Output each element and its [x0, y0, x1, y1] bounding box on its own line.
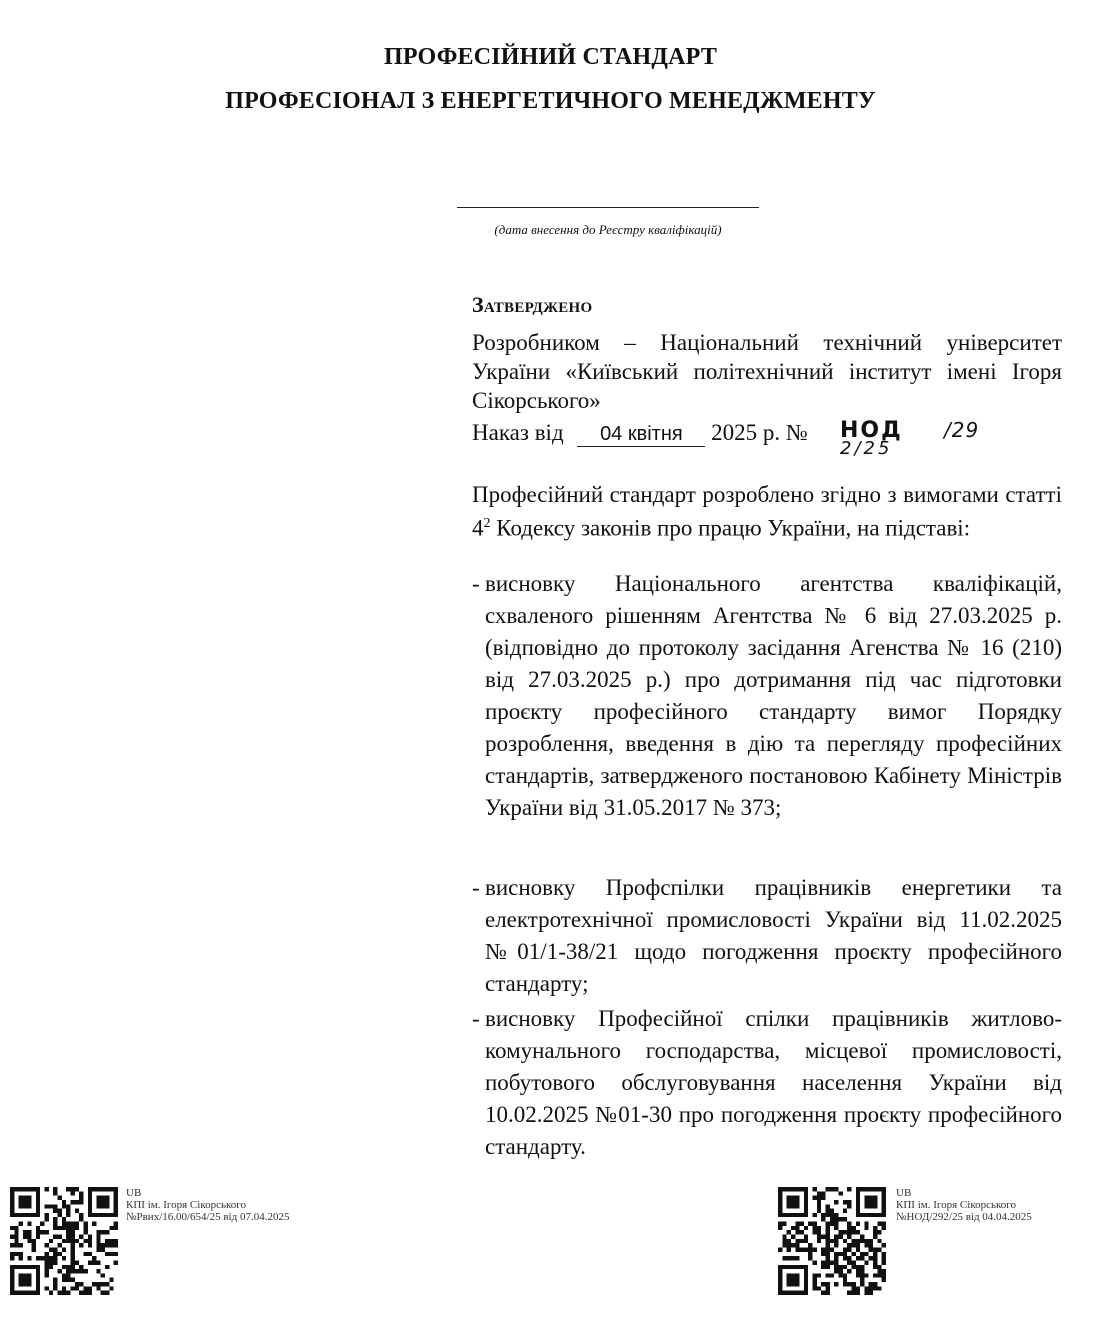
list-dash: -: [472, 875, 480, 900]
list-item: [472, 1003, 1062, 1163]
stamp-line: КПІ ім. Ігоря Сікорського: [896, 1199, 1017, 1211]
list-item-text: висновку Професійної спілки працівників житлово-комунального господарства, місцевої промисловості, побутового обслуговування населення України від 10.02.2025 №01-30 про погодження проєкту професійного стандарту.: [485, 1006, 1062, 1159]
order-number-top-suffix: /29: [944, 418, 980, 442]
basis-text-before: Професійний стандарт розроблено згідно з вимогами статті 4: [472, 482, 1062, 541]
stamp-line: №НОД/292/25 від 04.04.2025: [896, 1211, 1032, 1223]
basis-superscript: 2: [483, 516, 491, 531]
order-number-top: НОД: [840, 418, 903, 443]
order-date: 04 квітня: [577, 422, 705, 447]
order-number-bottom: 2/25: [840, 438, 893, 459]
list-item-text: висновку Національного агентства кваліфікацій, схваленого рішенням Агентства № 6 від 27.03.2025 р. (відповідно до протоколу засідання Агенства № 16 (210) від 27.03.2025 р.) про дотримання під час підготовки проєкту професійного стандарту вимог Порядку розроблення, введення в дію та перегляду професійних стандартів, затвердженого постановою Кабінету Міністрів України від 31.05.2017 № 373;: [485, 571, 1062, 820]
list-dash: -: [472, 571, 480, 596]
order-line: [472, 420, 808, 460]
basis-paragraph: [472, 480, 1062, 543]
registration-stamp-right: [896, 1187, 1032, 1223]
qr-code-icon: [778, 1187, 886, 1295]
handwritten-order-number: [840, 418, 1020, 462]
developer-text: Розробником – Національний технічний університет України «Київський політехнічний інститут імені Ігоря Сікорського»: [472, 330, 1062, 413]
list-item: [472, 568, 1062, 824]
registration-stamp-left: [126, 1187, 289, 1223]
registry-date-caption: (дата внесення до Реєстру кваліфікацій): [494, 222, 722, 237]
approved-label: Затверджено: [472, 292, 593, 317]
document-title: ПРОФЕСІЙНИЙ СТАНДАРТ: [383, 44, 718, 70]
list-item: [472, 872, 1062, 1000]
document-subtitle: ПРОФЕСІОНАЛ З ЕНЕРГЕТИЧНОГО МЕНЕДЖМЕНТУ: [225, 88, 876, 114]
qr-code-icon: [10, 1187, 118, 1295]
stamp-line: UB: [896, 1187, 912, 1199]
stamp-line: №Рвих/16.00/654/25 від 07.04.2025: [126, 1211, 290, 1223]
basis-text-after: Кодексу законів про працю України, на підставі:: [490, 515, 971, 541]
stamp-line: КПІ ім. Ігоря Сікорського: [126, 1199, 247, 1211]
list-item-text: висновку Профспілки працівників енергетики та електротехнічної промисловості України від 11.02.2025 №01/1-38/21 щодо погодження проєкту професійного стандарту;: [485, 875, 1062, 996]
order-prefix: Наказ від: [472, 420, 564, 445]
list-dash: -: [472, 1006, 480, 1031]
stamp-line: UB: [126, 1187, 142, 1199]
registry-date-line: [457, 207, 759, 208]
order-year: 2025 р. №: [711, 420, 808, 445]
